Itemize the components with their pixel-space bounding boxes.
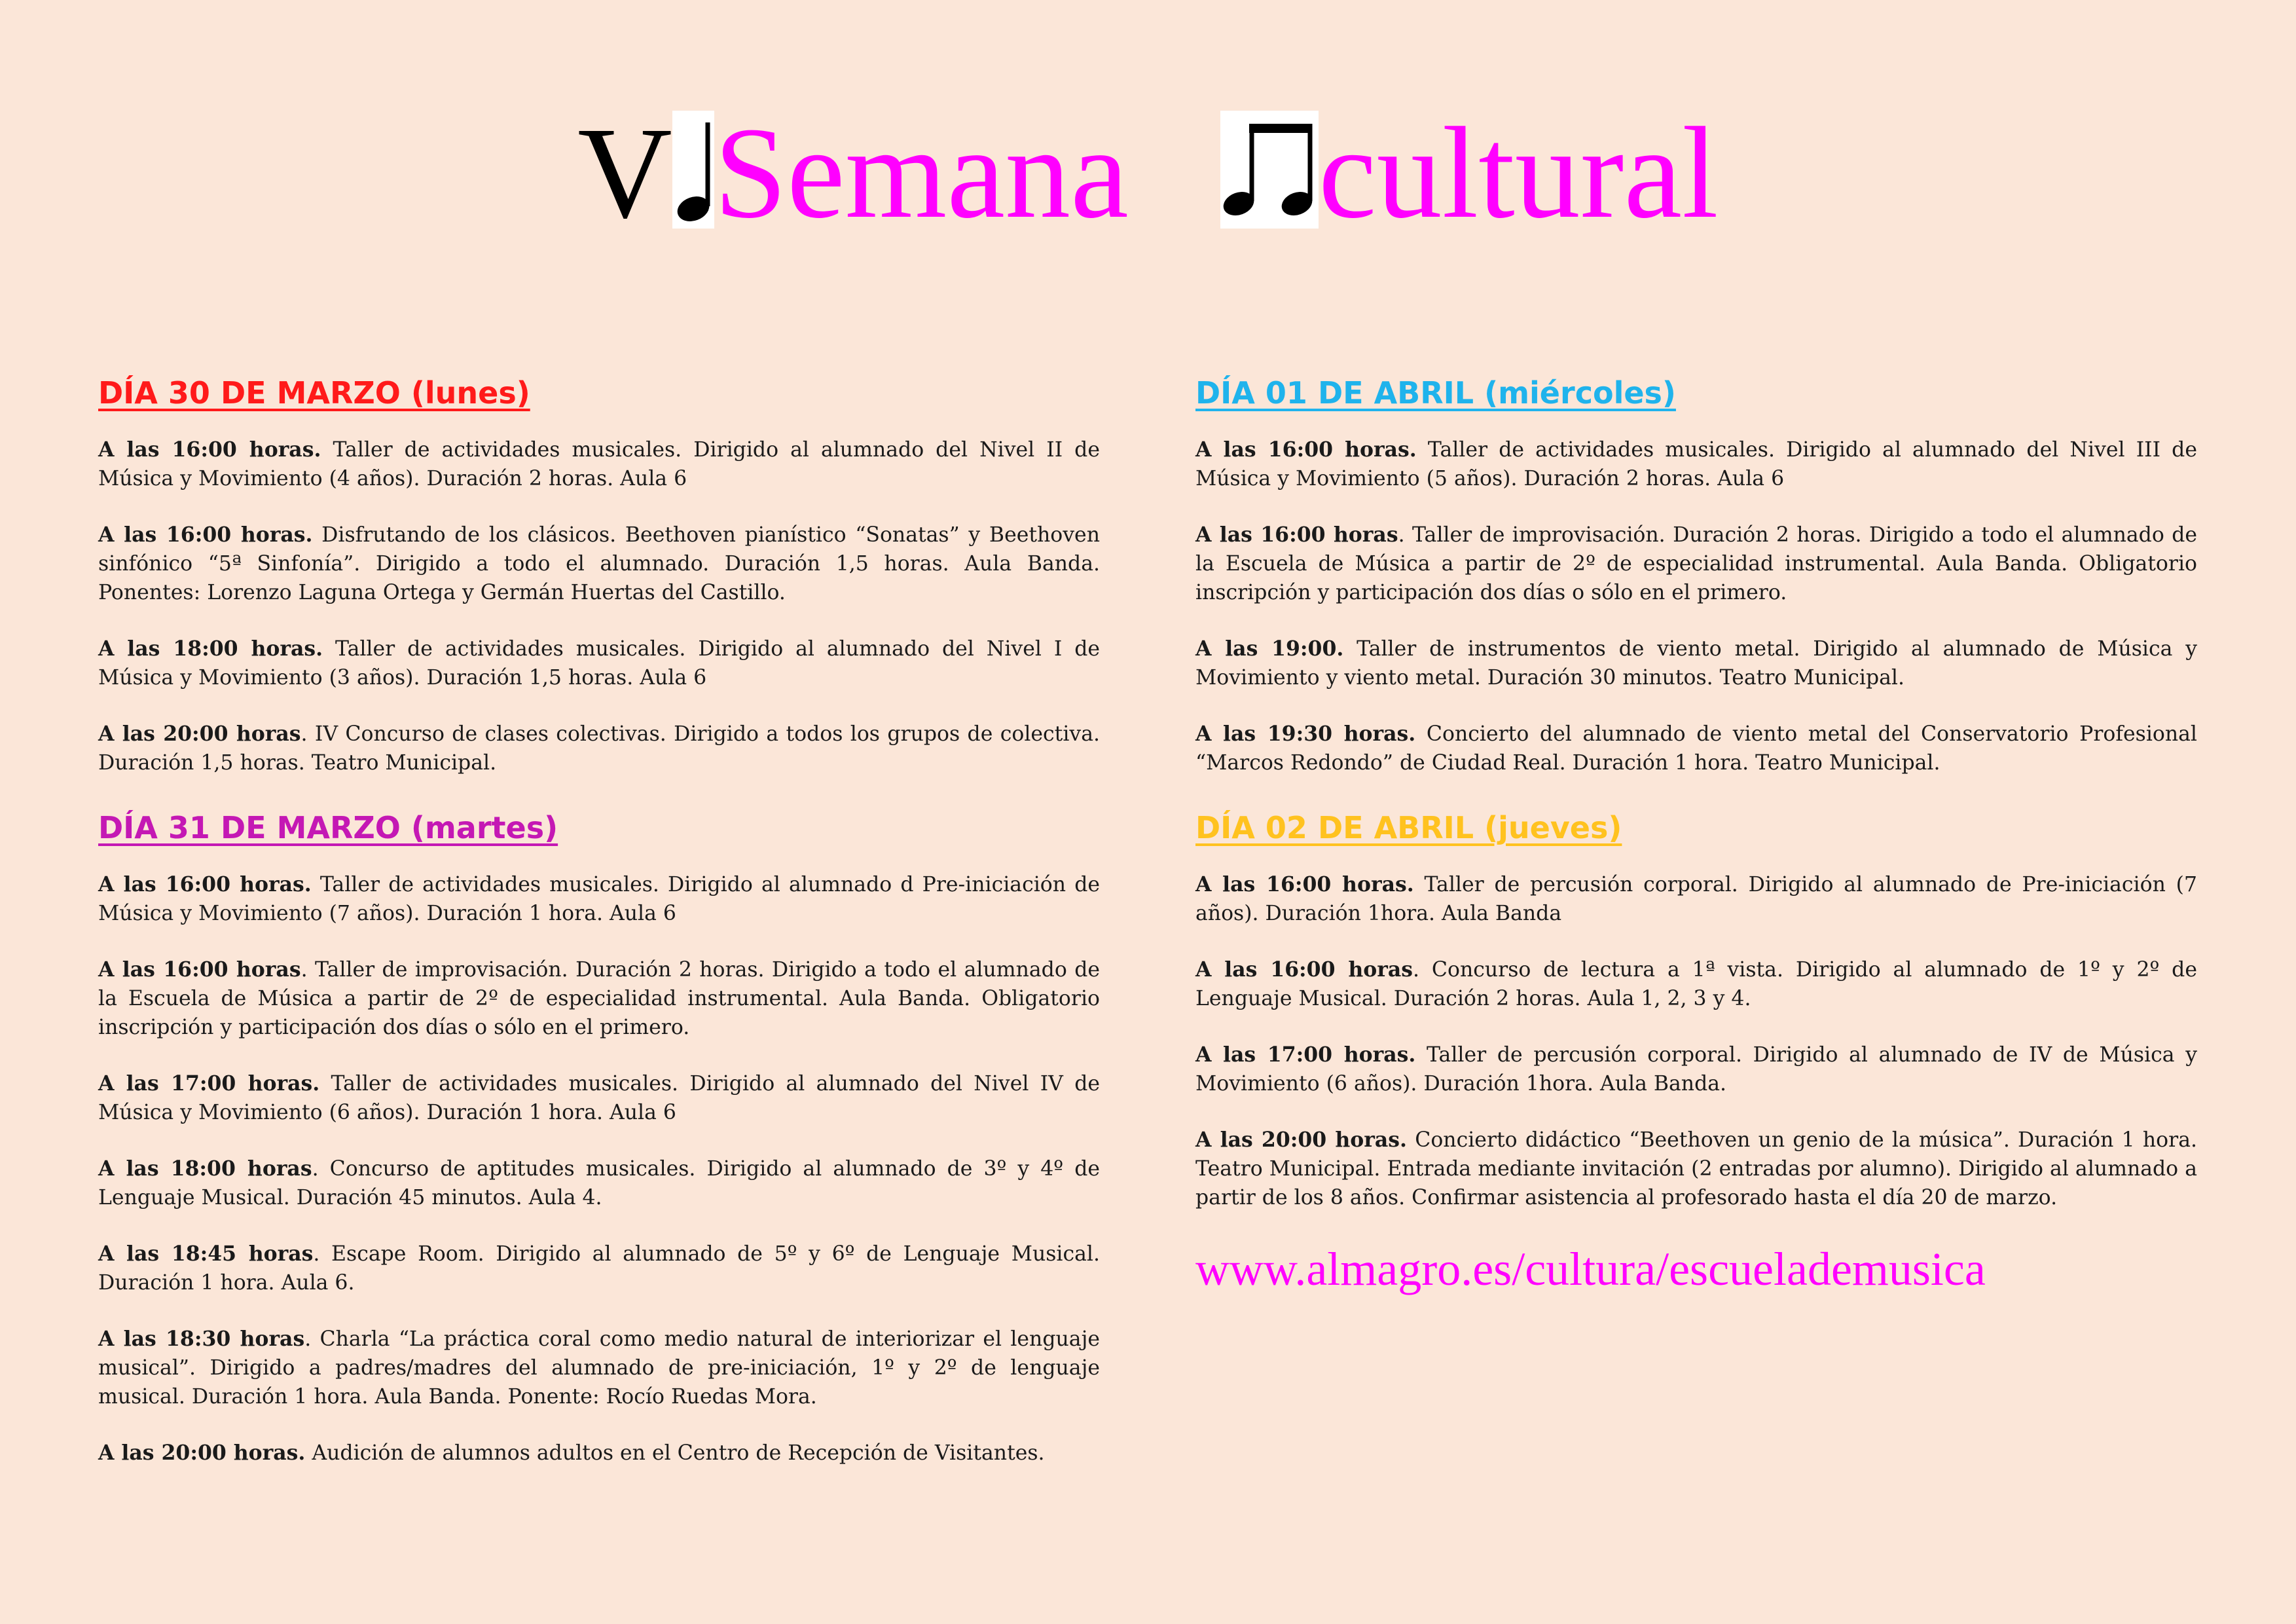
schedule-entry bbox=[98, 870, 1100, 928]
website-link[interactable]: www.almagro.es/cultura/escuelademusica bbox=[1195, 1243, 1986, 1295]
entry-text: Taller de actividades musicales. Dirigido al alumnado del Nivel II de Música y Movimiento (4 años). Duración 2 horas. Aula 6 bbox=[98, 438, 1100, 490]
entry-time: A las 19:00. bbox=[1195, 637, 1344, 661]
day-heading-30-marzo: DÍA 30 DE MARZO (lunes) bbox=[98, 375, 530, 411]
entry-time: A las 16:00 horas bbox=[98, 957, 301, 982]
page-title bbox=[0, 98, 2296, 249]
left-column bbox=[98, 370, 1100, 1495]
schedule-entry bbox=[98, 720, 1100, 777]
schedule-entry bbox=[98, 1069, 1100, 1127]
entry-text: Taller de percusión corporal. Dirigido al alumnado de Pre-iniciación (7 años). Duración 1hora. Aula Banda bbox=[1195, 873, 2197, 925]
day-heading-31-marzo: DÍA 31 DE MARZO (martes) bbox=[98, 810, 558, 845]
schedule-entry bbox=[1195, 435, 2197, 493]
entry-time: A las 16:00 horas. bbox=[1195, 437, 1417, 462]
title-roman: V bbox=[577, 101, 672, 246]
beamed-notes-icon bbox=[1220, 111, 1319, 229]
entry-text: Taller de actividades musicales. Dirigido al alumnado del Nivel I de Música y Movimiento (3 años). Duración 1,5 horas. Aula 6 bbox=[98, 637, 1101, 690]
title-word-semana: Semana bbox=[714, 101, 1129, 246]
quarter-note-icon bbox=[672, 111, 714, 229]
entry-text: . Concurso de aptitudes musicales. Dirigido al alumnado de 3º y 4º de Lenguaje Musical. Duración 45 minutos. Aula 4. bbox=[98, 1157, 1100, 1209]
schedule-entry bbox=[98, 1154, 1100, 1212]
schedule-entry bbox=[1195, 1041, 2197, 1098]
schedule-entry bbox=[98, 1240, 1100, 1297]
day-heading-01-abril: DÍA 01 DE ABRIL (miércoles) bbox=[1195, 375, 1676, 411]
schedule-entry bbox=[1195, 635, 2197, 692]
entry-time: A las 16:00 horas. bbox=[98, 872, 312, 896]
entry-time: A las 17:00 horas. bbox=[98, 1071, 320, 1096]
entry-text: Concierto del alumnado de viento metal del Conservatorio Profesional “Marcos Redondo” de Ciudad Real. Duración 1 hora. Teatro Municipal. bbox=[1195, 722, 2197, 775]
entry-time: A las 20:00 horas. bbox=[1195, 1128, 1408, 1152]
schedule-entry bbox=[1195, 870, 2197, 928]
entry-text: . Escape Room. Dirigido al alumnado de 5º y 6º de Lenguaje Musical. Duración 1 hora. Aula 6. bbox=[98, 1242, 1101, 1295]
entry-text: . IV Concurso de clases colectivas. Dirigido a todos los grupos de colectiva. Duración 1,5 horas. Teatro Municipal. bbox=[98, 722, 1100, 775]
schedule-entry bbox=[98, 435, 1100, 493]
entry-text: . Taller de improvisación. Duración 2 horas. Dirigido a todo el alumnado de la Escuela de Música a partir de 2º de especialidad instrumental. Aula Banda. Obligatorio inscripción y participación dos días o sólo en el primero. bbox=[98, 958, 1100, 1039]
entry-time: A las 18:00 horas. bbox=[98, 637, 323, 661]
entry-time: A las 19:30 horas. bbox=[1195, 722, 1416, 746]
entry-time: A las 18:30 horas bbox=[98, 1327, 305, 1351]
entry-time: A las 17:00 horas. bbox=[1195, 1043, 1416, 1067]
schedule-entry bbox=[1195, 1126, 2197, 1212]
entry-text: Taller de percusión corporal. Dirigido al alumnado de IV de Música y Movimiento (6 años). Duración 1hora. Aula Banda. bbox=[1195, 1043, 2197, 1096]
schedule-entry bbox=[1195, 720, 2197, 777]
schedule-entry bbox=[1195, 955, 2197, 1013]
entry-time: A las 16:00 horas. bbox=[1195, 872, 1414, 896]
entry-time: A las 16:00 horas. bbox=[98, 437, 321, 462]
schedule-entry bbox=[98, 521, 1100, 607]
entry-text: Taller de actividades musicales. Dirigido al alumnado del Nivel III de Música y Movimiento (5 años). Duración 2 horas. Aula 6 bbox=[1195, 438, 2197, 490]
entry-text: Taller de actividades musicales. Dirigido al alumnado d Pre-iniciación de Música y Movimiento (7 años). Duración 1 hora. Aula 6 bbox=[98, 873, 1100, 925]
entry-text: Taller de actividades musicales. Dirigido al alumnado del Nivel IV de Música y Movimiento (6 años). Duración 1 hora. Aula 6 bbox=[98, 1072, 1101, 1124]
entry-text: Disfrutando de los clásicos. Beethoven pianístico “Sonatas” y Beethoven sinfónico “5ª Sinfonía”. Dirigido a todo el alumnado. Duración 1,5 horas. Aula Banda. Ponentes: Lorenzo Laguna Ortega y Germán Huertas del Castillo. bbox=[98, 523, 1100, 604]
entry-time: A las 20:00 horas bbox=[98, 722, 301, 746]
schedule-entry bbox=[98, 1325, 1100, 1411]
entry-time: A las 16:00 horas bbox=[1195, 957, 1413, 982]
right-column bbox=[1195, 370, 2197, 1299]
entry-time: A las 18:45 horas bbox=[98, 1242, 314, 1266]
entry-text: Audición de alumnos adultos en el Centro de Recepción de Visitantes. bbox=[305, 1441, 1045, 1465]
entry-text: . Taller de improvisación. Duración 2 horas. Dirigido a todo el alumnado de la Escuela de Música a partir de 2º de especialidad instrumental. Aula Banda. Obligatorio inscripción y participación dos días o sólo en el primero. bbox=[1195, 523, 2197, 604]
entry-time: A las 20:00 horas. bbox=[98, 1441, 306, 1465]
entry-time: A las 18:00 horas bbox=[98, 1156, 312, 1181]
schedule-entry bbox=[98, 955, 1100, 1042]
title-word-cultural: cultural bbox=[1318, 101, 1719, 246]
entry-time: A las 16:00 horas bbox=[1195, 523, 1398, 547]
schedule-entry bbox=[98, 1439, 1100, 1467]
entry-time: A las 16:00 horas. bbox=[98, 523, 313, 547]
schedule-entry bbox=[98, 635, 1100, 692]
entry-text: . Charla “La práctica coral como medio natural de interiorizar el lenguaje musical”. Dirigido a padres/madres del alumnado de pre-iniciación, 1º y 2º de lenguaje musical. Duración 1 hora. Aula Banda. Ponente: Rocío Ruedas Mora. bbox=[98, 1327, 1100, 1409]
entry-text: Taller de instrumentos de viento metal. Dirigido al alumnado de Música y Movimiento y viento metal. Duración 30 minutos. Teatro Municipal. bbox=[1195, 637, 2198, 690]
schedule-entry bbox=[1195, 521, 2197, 607]
day-heading-02-abril: DÍA 02 DE ABRIL (jueves) bbox=[1195, 810, 1622, 845]
entry-text: . Concurso de lectura a 1ª vista. Dirigido al alumnado de 1º y 2º de Lenguaje Musical. Duración 2 horas. Aula 1, 2, 3 y 4. bbox=[1195, 958, 2197, 1010]
entry-text: Concierto didáctico “Beethoven un genio de la música”. Duración 1 hora. Teatro Municipal. Entrada mediante invitación (2 entradas por alumno). Dirigido al alumnado a partir de los 8 años. Confirmar asistencia al profesorado hasta el día 20 de marzo. bbox=[1195, 1128, 2198, 1209]
